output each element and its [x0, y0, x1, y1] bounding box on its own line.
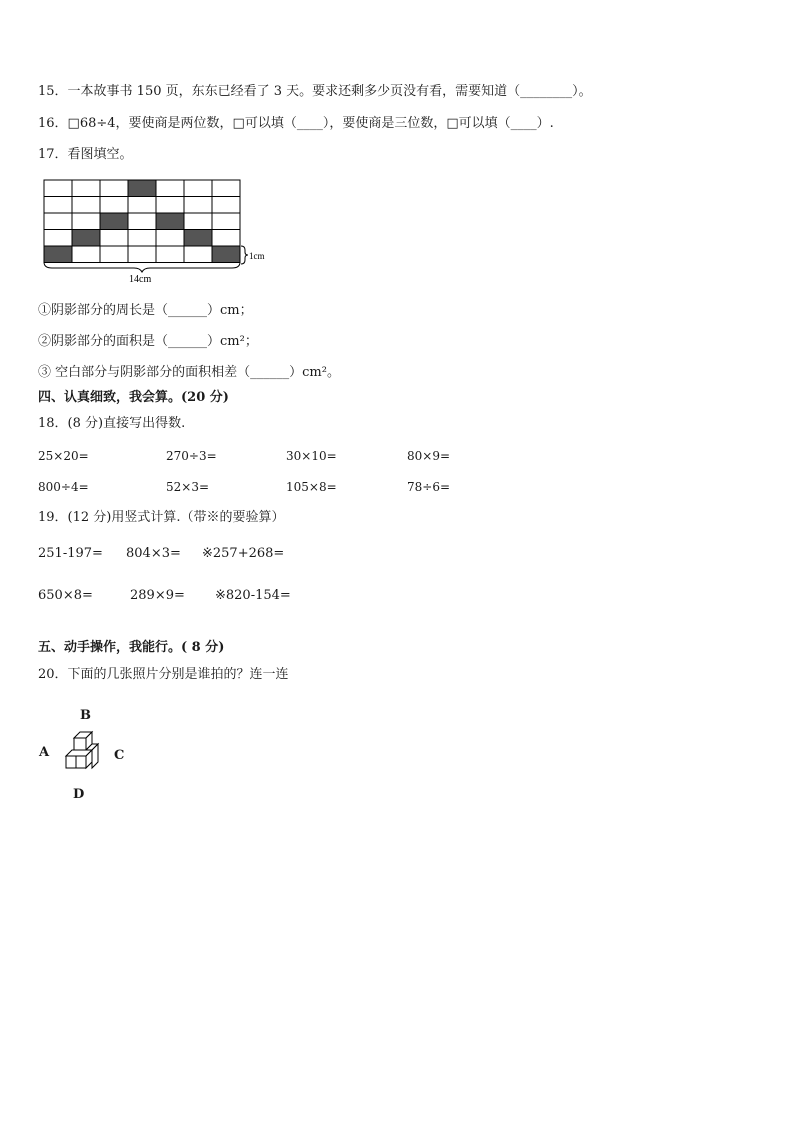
grid-cell — [184, 213, 212, 230]
grid-cell — [72, 180, 100, 197]
question-17-sub2: ②阴影部分的面积是（______）cm²； — [38, 334, 258, 349]
grid-cell — [72, 246, 100, 263]
calc-18-8: 78÷6= — [407, 480, 451, 494]
question-18-title: 18．(8 分)直接写出得数. — [38, 416, 186, 431]
height-brace — [241, 246, 248, 264]
grid-cell — [184, 180, 212, 197]
grid-cell — [184, 246, 212, 263]
grid-cell — [72, 213, 100, 230]
question-15: 15．一本故事书 150 页，东东已经看了 3 天。要求还剩多少页没有看，需要知道（________）。 — [38, 84, 592, 99]
width-brace — [44, 262, 240, 272]
width-label: 14cm — [129, 274, 152, 285]
shaded-cell — [72, 230, 100, 247]
question-17-title: 17．看图填空。 — [38, 147, 133, 162]
shaded-cell — [128, 180, 156, 197]
grid-cell — [100, 180, 128, 197]
calc-18-7: 105×8= — [286, 480, 337, 494]
grid-cell — [100, 246, 128, 263]
calc-19-5: 289×9= — [130, 588, 185, 603]
grid-cell — [72, 197, 100, 214]
calc-18-2: 270÷3= — [166, 449, 217, 463]
calc-18-4: 80×9= — [407, 449, 451, 463]
question-17-sub3: ③ 空白部分与阴影部分的面积相差（______）cm²。 — [38, 365, 340, 380]
calc-18-3: 30×10= — [286, 449, 337, 463]
grid-cell — [156, 230, 184, 247]
question-16: 16．□68÷4，要使商是两位数，□可以填（____），要使商是三位数，□可以填（____）. — [38, 116, 554, 131]
grid-cell — [128, 230, 156, 247]
calc-19-2: 804×3= — [126, 546, 181, 561]
section-5-heading: 五、动手操作，我能行。( 8 分) — [38, 640, 225, 655]
grid-cell — [128, 213, 156, 230]
grid-cell — [156, 197, 184, 214]
view-label-a: A — [39, 745, 50, 760]
grid-cell — [128, 197, 156, 214]
shaded-cell — [100, 213, 128, 230]
shaded-cell — [212, 246, 240, 263]
grid-cell — [184, 197, 212, 214]
calc-19-1: 251-197= — [38, 546, 103, 561]
calc-18-6: 52×3= — [166, 480, 210, 494]
grid-figure — [38, 174, 278, 286]
grid-cell — [212, 197, 240, 214]
calc-19-4: 650×8= — [38, 588, 93, 603]
grid-cell — [212, 213, 240, 230]
grid-cell — [44, 180, 72, 197]
grid-cell — [44, 213, 72, 230]
grid-cell — [44, 230, 72, 247]
grid-cell — [156, 180, 184, 197]
section-4-heading: 四、认真细致，我会算。(20 分) — [38, 390, 229, 405]
question-17-sub1: ①阴影部分的周长是（______）cm； — [38, 303, 253, 318]
question-20-title: 20．下面的几张照片分别是谁拍的？连一连 — [38, 667, 289, 682]
view-label-b: B — [80, 708, 91, 723]
shaded-cell — [44, 246, 72, 263]
calc-19-6: ※820-154= — [215, 588, 291, 603]
grid-cell — [156, 246, 184, 263]
shaded-cell — [156, 213, 184, 230]
grid-cell — [212, 230, 240, 247]
grid-cell — [128, 246, 156, 263]
calc-18-1: 25×20= — [38, 449, 89, 463]
calc-18-5: 800÷4= — [38, 480, 89, 494]
shaded-cell — [184, 230, 212, 247]
grid-cell — [212, 180, 240, 197]
grid-cell — [44, 197, 72, 214]
question-19-title: 19．(12 分)用竖式计算.（带※的要验算） — [38, 510, 285, 525]
height-label: 1cm — [249, 251, 265, 261]
grid-cell — [100, 197, 128, 214]
view-label-d: D — [73, 787, 85, 802]
cube-figure — [62, 730, 104, 776]
calc-19-3: ※257+268= — [202, 546, 285, 561]
grid-cell — [100, 230, 128, 247]
view-label-c: C — [114, 748, 125, 763]
